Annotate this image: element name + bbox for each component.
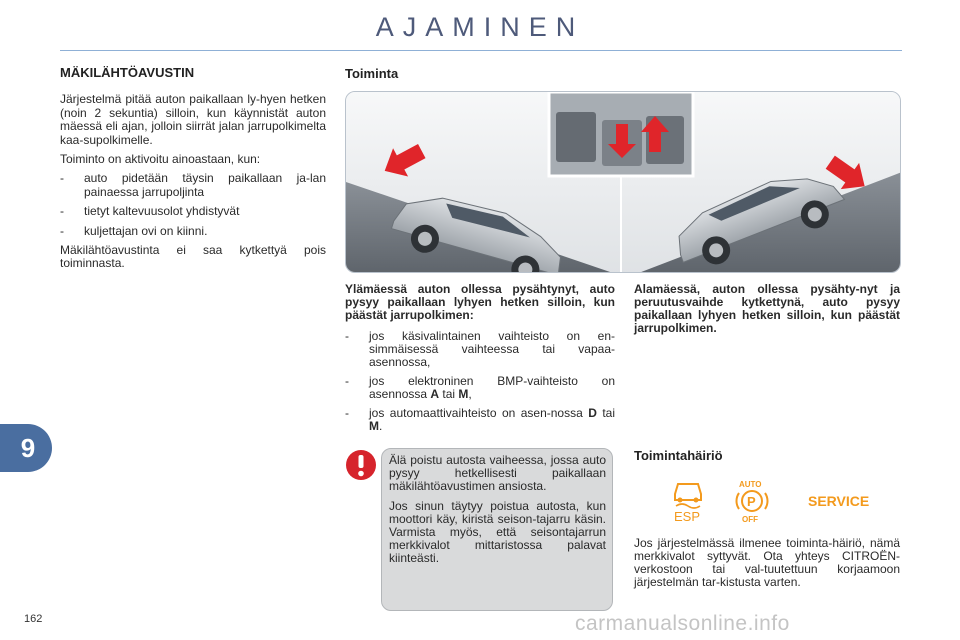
malfunction-text: Jos järjestelmässä ilmenee toiminta-häiriö, nämä merkkivalot syttyvät. Ota yhteys CITROËN-verkostoon tai val-tuutettuun korjaamoon järjestelmän tar-kistusta varten. — [634, 536, 900, 589]
esp-label: ESP — [674, 509, 701, 524]
watermark: carmanualsonline.info — [575, 612, 790, 635]
list-item: - jos käsivalintainen vaihteisto on en-simmäisessä vaihteessa tai vapaa-asennossa, — [345, 329, 615, 369]
chapter-number: 9 — [20, 432, 36, 463]
section-title: MÄKILÄHTÖAVUSTIN — [60, 65, 195, 80]
list-item: - kuljettajan ovi on kiinni. — [60, 223, 208, 238]
park-label: P — [747, 494, 756, 509]
chapter-tab — [0, 424, 52, 472]
warning-lights-svg — [670, 478, 870, 524]
warning-box — [381, 448, 613, 611]
downhill-caption: Alamäessä, auton ollessa pysähty-nyt ja peruutusvaihde kytkettynä, auto pysyy paikallaan lyhyen hetken silloin, kun päästät jarrupolkimen. — [634, 282, 900, 335]
uphill-list — [345, 330, 615, 433]
warning-lights — [670, 478, 870, 524]
service-icon: SERVICE — [808, 493, 870, 509]
toiminta-title: Toiminta — [345, 66, 399, 81]
page-title: AJAMINEN — [375, 12, 585, 42]
hill-start-svg — [346, 92, 901, 273]
hill-start-illustration — [345, 91, 901, 273]
page-header — [0, 12, 960, 43]
pedal-inset — [549, 92, 693, 176]
warning-exclamation-icon — [345, 449, 377, 481]
list-item: - jos elektroninen BMP-vaihteisto on asennossa A tai M, — [345, 374, 615, 401]
malfunction-title: Toimintahäiriö — [634, 448, 723, 463]
list-item: - jos automaattivaihteisto on asen-nossa D tai M. — [345, 406, 616, 433]
warning-paragraph-1: Älä poistu autosta vaiheessa, jossa auto pysyy hetkellisesti paikallaan mäkilähtöavustimen ansiosta. — [389, 453, 606, 493]
page-number: 162 — [24, 613, 43, 625]
downhill-caption-block — [634, 283, 900, 343]
list-item: - tietyt kaltevuusolot yhdistyvät — [60, 204, 240, 219]
uphill-caption-block — [345, 283, 615, 439]
off-label: OFF — [742, 515, 758, 524]
note-paragraph: Mäkilähtöavustinta ei saa kytkettyä pois toiminnasta. — [60, 243, 326, 271]
header-divider — [60, 50, 902, 51]
uphill-caption: Ylämäessä auton ollessa pysähtynyt, auto pysyy paikallaan lyhyen hetken silloin, kun päästät jarrupolkimen: — [345, 282, 615, 322]
condition-lead: Toiminto on aktivoitu ainoastaan, kun: — [60, 152, 261, 167]
condition-list — [60, 172, 326, 238]
esp-icon — [674, 484, 701, 524]
intro-paragraph: Järjestelmä pitää auton paikallaan ly-hyen hetken (noin 2 sekuntia) silloin, kun käynnistät auton mäessä eli ajan, jolloin siirrät jalan jarrupolkimelta kaa-supolkimelle. — [60, 92, 326, 147]
auto-park-off-icon — [736, 480, 767, 524]
left-column — [60, 66, 326, 277]
auto-label: AUTO — [739, 480, 762, 489]
list-item: - auto pidetään täysin paikallaan ja-lan painaessa jarrupoljinta — [60, 171, 326, 199]
warning-paragraph-2: Jos sinun täytyy poistua autosta, kun moottori käy, kiristä seison-tajarru käsin. Varmista myös, että seisontajarrun merkkivalot mittaristossa palavat kiinteästi. — [389, 499, 606, 565]
